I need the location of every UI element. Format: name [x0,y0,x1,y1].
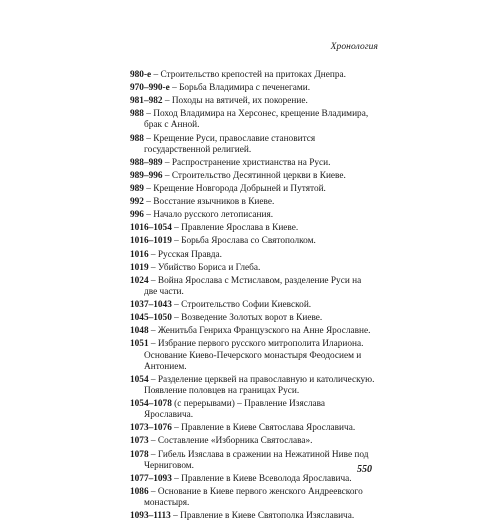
chronology-entry [130,375,375,397]
entry-text: – Строительство Десятинной церкви в Киеве. [162,170,346,181]
entry-text: – Избрание первого русского митрополита Илариона. Основание Киево-Печерского монастыря Феодосием и Антонием. [144,339,364,372]
entry-year: 1086 [130,486,149,497]
entry-text: – Правление в Киеве Всеволода Ярославича. [171,473,352,484]
entry-year: 1048 [130,326,149,337]
entry-year: 988 [130,109,144,120]
entry-text: (с перерывами) – Правление Изяслава Ярославича. [144,399,326,421]
entry-text: – Строительство Софии Киевской. [171,300,312,311]
entry-text: – Правление в Киеве Святополка Изяславича. [170,511,355,522]
entry-year: 981–982 [130,96,163,107]
entry-year: 1073–1076 [130,423,172,434]
entry-text: – Борьба Владимира с печенегами. [169,83,311,94]
chronology-entry [130,399,375,421]
entry-text: – Женитьба Генриха Французского на Анне Ярославне. [148,326,371,337]
chronology-entry [130,450,375,472]
chronology-entry [130,487,375,509]
chronology-entry [130,134,375,156]
entry-text: – Крещение Новгорода Добрыней и Путятой. [143,184,326,195]
entry-year: 970–990-е [130,83,170,94]
entry-text: – Походы на вятичей, их покорение. [162,96,308,107]
entry-year: 1019 [130,262,149,273]
entry-year: 1045–1050 [130,313,172,324]
entry-year: 1077–1093 [130,473,172,484]
chronology-entry [130,511,375,522]
entry-text: – Составление «Изборника Святослава». [148,436,313,447]
page-number: 550 [357,464,372,475]
chronology-entry [130,300,375,311]
entry-year: 992 [130,197,144,208]
entry-text: – Распространение христианства на Руси. [162,157,331,168]
entry-year: 1016–1054 [130,223,172,234]
entry-text: – Крещение Руси, православие становится государственной религией. [143,133,316,155]
chronology-entry [130,109,375,131]
chronology-entry [130,326,375,337]
chronology-entry [130,171,375,182]
entry-year: 989 [130,184,144,195]
entry-year: 980-е [130,70,152,80]
chronology-entry [130,276,375,298]
chronology-entry [130,197,375,208]
entry-text: – Основание в Киеве первого женского Андреевского монастыря. [144,486,363,509]
chronology-entry [130,96,375,107]
chronology-entry [130,210,375,221]
entry-year: 988–989 [130,157,163,168]
chronology-entry [130,436,375,447]
chronology-entry [130,250,375,261]
entry-text: – Гибель Изяслава в сражении на Нежатиной Ниве под Черниговом. [144,449,369,471]
entry-year: 989–996 [130,170,163,181]
entry-text: – Начало русского летописания. [143,210,274,221]
entry-year: 1054–1078 [130,399,172,410]
entry-text: – Разделение церквей на православную и католическую. Появление половцев на границах Руси. [144,374,375,396]
chronology-entry [130,423,375,434]
entry-text: – Возведение Золотых ворот в Киеве. [171,313,323,324]
chronology-entry [130,236,375,247]
running-head: Хронология [330,42,378,52]
chronology-entry [130,223,375,234]
entry-year: 1016 [130,249,149,260]
chronology-entry [130,83,375,94]
entry-text: – Война Ярослава с Мстиславом, разделение Руси на две части. [144,275,362,297]
chronology-entry [130,474,375,485]
entry-year: 1078 [130,449,149,460]
entry-year: 1073 [130,436,149,447]
entry-text: – Убийство Бориса и Глеба. [148,262,261,273]
entry-text: – Восстание язычников в Киеве. [143,197,275,208]
chronology-entry [130,184,375,195]
entry-year: 996 [130,210,144,221]
entry-text: – Правление в Киеве Святослава Ярославича. [171,423,356,434]
entry-year: 1037–1043 [130,300,172,311]
chronology-list [130,70,375,524]
entry-year: 1016–1019 [130,236,172,247]
chronology-entry [130,313,375,324]
chronology-entry [130,70,375,81]
chronology-entry [130,263,375,274]
entry-year: 1051 [130,339,149,350]
chronology-entry [130,339,375,373]
entry-year: 1093–1113 [130,511,171,522]
entry-text: – Русская Правда. [148,249,222,260]
entry-year: 1054 [130,374,149,385]
entry-text: – Поход Владимира на Херсонес, крещение Владимира, брак с Анной. [143,109,369,131]
entry-text: – Правление Ярослава в Киеве. [171,223,299,234]
entry-text: – Строительство крепостей на притоках Днепра. [151,70,346,80]
entry-text: – Борьба Ярослава со Святополком. [171,236,316,247]
entry-year: 988 [130,133,144,144]
chronology-entry [130,158,375,169]
entry-year: 1024 [130,275,149,286]
